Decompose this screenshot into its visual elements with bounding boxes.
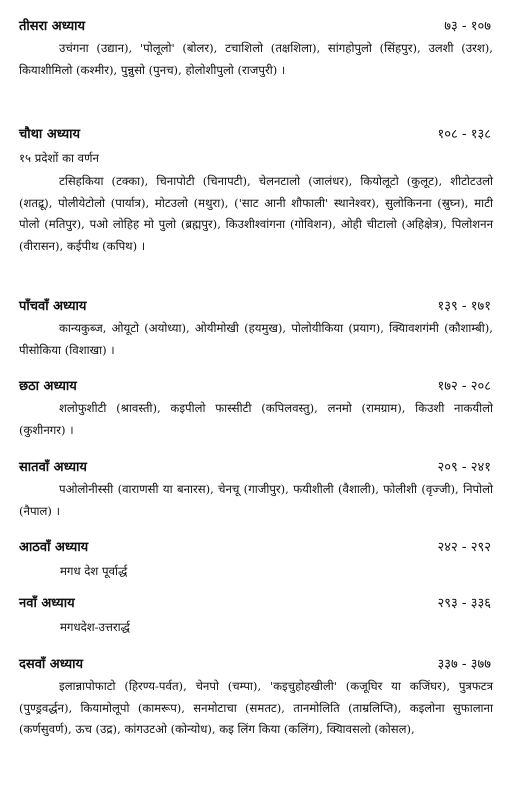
chapter-title: नवाँ अध्याय (19, 596, 75, 611)
chapter-5 (0, 294, 505, 361)
page-range: २९३ - ३३६ (437, 596, 491, 611)
chapter-text: मगधदेश-उत्तरार्द्ध (60, 620, 130, 634)
chapter-text: पओलोनीस्सी (वाराणसी या बनारस), चेनचू (गाजीपुर), फयीशीली (वैशाली), फोलीशी (वृज्जी), निपोलो (नैपाल) । (19, 482, 493, 518)
chapter-title: तीसरा अध्याय (19, 19, 86, 34)
page-range: १७२ - २०८ (437, 379, 491, 394)
chapter-8 (0, 535, 505, 582)
page-range: ७३ - १०७ (444, 19, 491, 34)
chapter-9 (0, 591, 505, 638)
chapter-10 (0, 652, 505, 741)
chapter-text: टसिहकिया (टक्का), चिनापोटी (चिनापटी), चेलनटालो (जालंधर), कियोलूटो (कुलूट), शीटोटउलो (शतद्रू), पोलीयेटोलो (पार्यात्र), मोटउलो (मथुरा), ('साट आनी शौफाली' स्थानेश्वर), सुलोकिनना (स्रुघ्न), माटी पोलो (मतिपुर), पओ लोहिह मो पुलो (ब्रह्मपुर), किउशीश्वांगना (गोविशन), ओही चीटालो (अहिक्षेत्र), पिलोशनन (वीरासन), कईपीथ (कपिथ) । (19, 174, 493, 253)
chapter-7 (0, 455, 505, 522)
page-range: १०८ - १३८ (437, 127, 491, 142)
chapter-title: सातवाँ अध्याय (19, 460, 87, 475)
chapter-4 (0, 122, 505, 257)
chapter-title: छठा अध्याय (19, 379, 77, 394)
page-range: १३९ - १७१ (437, 299, 491, 314)
chapter-text: शलोफुशीटी (श्रावस्ती), कइपीलो फास्सीटी (कपिलवस्तु), लनमो (रामग्राम), किउशी नाकयीलो (कुशीनगर) । (19, 401, 493, 437)
chapter-title: पाँचवाँ अध्याय (19, 299, 87, 314)
chapter-6 (0, 374, 505, 441)
page-range: २०९ - २४१ (437, 460, 491, 475)
chapter-text: उचंगना (उद्यान), 'पोलूलो' (बोलर), टचाशिलो (तक्षशिला), सांगहोपुलो (सिंहपुर), उलशी (उरश), कियाशीमिलो (कश्मीर), पुन्नुसो (पुनच), होलोशीपुलो (राजपुरी) । (19, 41, 493, 77)
page-range: २४२ - २९२ (437, 540, 491, 555)
chapter-text: मगध देश पूर्वार्द्ध (60, 564, 128, 578)
chapter-3 (0, 14, 505, 81)
chapter-title: आठवाँ अध्याय (19, 540, 89, 555)
chapter-text: कान्यकुब्ज, ओयूटो (अयोध्या), ओयीमोखी (हयमुख), पोलोयीकिया (प्रयाग), क्यिावशगंमी (कौशाम्बी), पीसोकिया (विशाखा) । (19, 321, 493, 357)
page-range: ३३७ - ३७७ (437, 657, 491, 672)
chapter-text: इलान्नापोफाटो (हिरण्य-पर्वत), चेनपो (चम्पा), 'कइचुहोहखीली' (कजूघिर या कजिंघर), पुत्रफटत्र (पुण्ड्रवर्द्धन), कियामोलूपो (कामरूप), सनमोटाचा (समतट), तानमोलिति (ताम्रलिप्ति), कइलोना सुफालाना (कर्णसुवर्ण), ऊच (उद्र), कांगउटओ (कोन्योध), कइ लिंग किया (कलिंग), क्यिावसलो (कोसल), (19, 679, 493, 736)
chapter-title: चौथा अध्याय (19, 127, 81, 142)
chapter-title: दसवाँ अध्याय (19, 657, 84, 672)
chapter-subtitle: १५ प्रदेशों का वर्णन (19, 151, 99, 165)
